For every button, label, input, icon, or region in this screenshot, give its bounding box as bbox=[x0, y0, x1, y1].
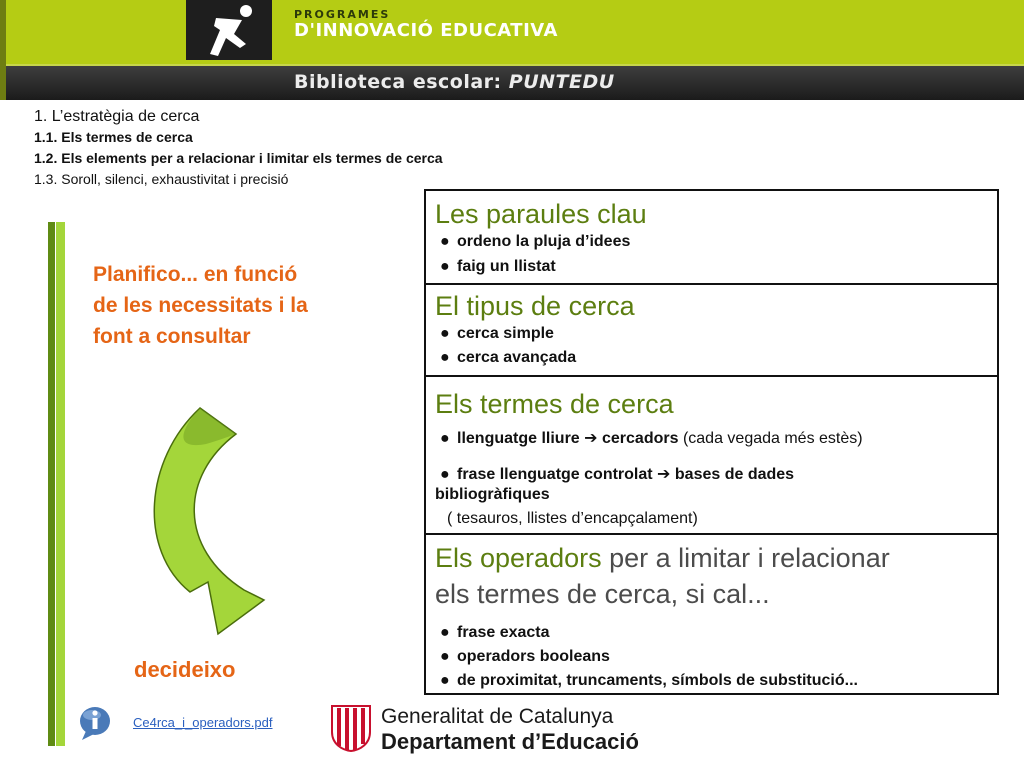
bullet-text: llenguatge lliure bbox=[457, 430, 580, 447]
bullet-text: de proximitat, truncaments, símbols de substitució... bbox=[457, 672, 858, 689]
bullet-note: ( tesauros, llistes d’encapçalament) bbox=[447, 510, 698, 527]
pdf-file-link[interactable]: Ce4rca_i_operadors.pdf bbox=[133, 715, 273, 730]
bullet-item bbox=[440, 672, 858, 690]
section-search-type bbox=[426, 283, 997, 377]
bullet-dot-icon: ● bbox=[440, 672, 450, 689]
section-title: Les paraules clau bbox=[435, 199, 647, 229]
department-name: Departament d’Educació bbox=[381, 729, 639, 754]
bullet-item bbox=[440, 258, 556, 276]
bullet-dot-icon: ● bbox=[440, 466, 450, 483]
bullet-item bbox=[440, 233, 630, 251]
bullet-dot-icon: ● bbox=[440, 430, 450, 447]
bullet-text: faig un llistat bbox=[457, 258, 556, 275]
decideixo-text: decideixo bbox=[134, 657, 236, 682]
right-arrow-icon: ➔ bbox=[584, 430, 598, 447]
bullet-item bbox=[440, 624, 550, 642]
bullet-item bbox=[440, 648, 610, 666]
bullet-item bbox=[440, 325, 554, 343]
section-title-rest: per a limitar i relacionar bbox=[601, 543, 890, 573]
bullet-text: ordeno la pluja d’idees bbox=[457, 233, 631, 250]
header-banner bbox=[0, 0, 1024, 66]
section-title: Els termes de cerca bbox=[435, 389, 674, 419]
generalitat-name: Generalitat de Catalunya bbox=[381, 705, 614, 728]
bullet-item bbox=[440, 349, 576, 367]
bullet-dot-icon: ● bbox=[440, 624, 450, 641]
bullet-text: cercadors bbox=[602, 430, 679, 447]
bullet-text: cerca avançada bbox=[457, 349, 577, 366]
program-title-line1: PROGRAMES bbox=[294, 8, 391, 21]
runner-figure-icon bbox=[186, 0, 272, 60]
banner-title-brand: PUNTEDU bbox=[508, 71, 615, 93]
program-logo bbox=[186, 0, 272, 60]
bullet-text: bases de dades bbox=[674, 466, 795, 483]
section-title-highlight: Els operadors bbox=[435, 543, 602, 573]
bullet-text: frase exacta bbox=[457, 624, 550, 641]
curved-arrow-icon bbox=[140, 400, 300, 650]
search-strategy-panel bbox=[424, 189, 999, 695]
info-icon[interactable] bbox=[78, 703, 114, 741]
planifico-text: Planifico... en funció de les necessitats i la font a consultar bbox=[93, 263, 308, 348]
right-arrow-icon: ➔ bbox=[657, 466, 671, 483]
section-operators bbox=[426, 533, 997, 695]
outline-item: 1.2. Els elements per a relacionar i limitar els termes de cerca bbox=[34, 150, 443, 166]
banner-title-prefix: Biblioteca escolar: bbox=[294, 71, 509, 93]
section-search-terms bbox=[426, 375, 997, 535]
title-band bbox=[6, 64, 1024, 100]
bullet-dot-icon: ● bbox=[440, 648, 450, 665]
bullet-text: cerca simple bbox=[457, 325, 554, 342]
generalitat-shield-icon bbox=[330, 704, 372, 752]
bullet-continuation: bibliogràfiques bbox=[435, 486, 550, 503]
bullet-item bbox=[440, 428, 863, 448]
outline-item: 1.1. Els termes de cerca bbox=[34, 129, 193, 145]
section-title-line2: els termes de cerca, si cal... bbox=[435, 579, 770, 609]
bullet-dot-icon: ● bbox=[440, 233, 450, 250]
program-title-line2: D'INNOVACIÓ EDUCATIVA bbox=[294, 20, 558, 41]
vertical-bar-dark bbox=[48, 222, 55, 746]
bullet-item bbox=[440, 464, 794, 484]
bullet-dot-icon: ● bbox=[440, 258, 450, 275]
bullet-text: frase llenguatge controlat bbox=[457, 466, 653, 483]
section-keywords bbox=[426, 191, 997, 283]
outline-item: 1.3. Soroll, silenci, exhaustivitat i precisió bbox=[34, 171, 289, 187]
topic-outline bbox=[34, 107, 443, 190]
bullet-dot-icon: ● bbox=[440, 325, 450, 342]
bullet-text: operadors booleans bbox=[457, 648, 610, 665]
section-title: El tipus de cerca bbox=[435, 291, 635, 321]
page-banner-title bbox=[294, 71, 615, 93]
bullet-dot-icon: ● bbox=[440, 349, 450, 366]
outline-heading: 1. L’estratègia de cerca bbox=[34, 108, 200, 125]
bullet-note: (cada vegada més estès) bbox=[678, 430, 863, 447]
section-title bbox=[435, 543, 890, 574]
vertical-bar-light bbox=[56, 222, 65, 746]
